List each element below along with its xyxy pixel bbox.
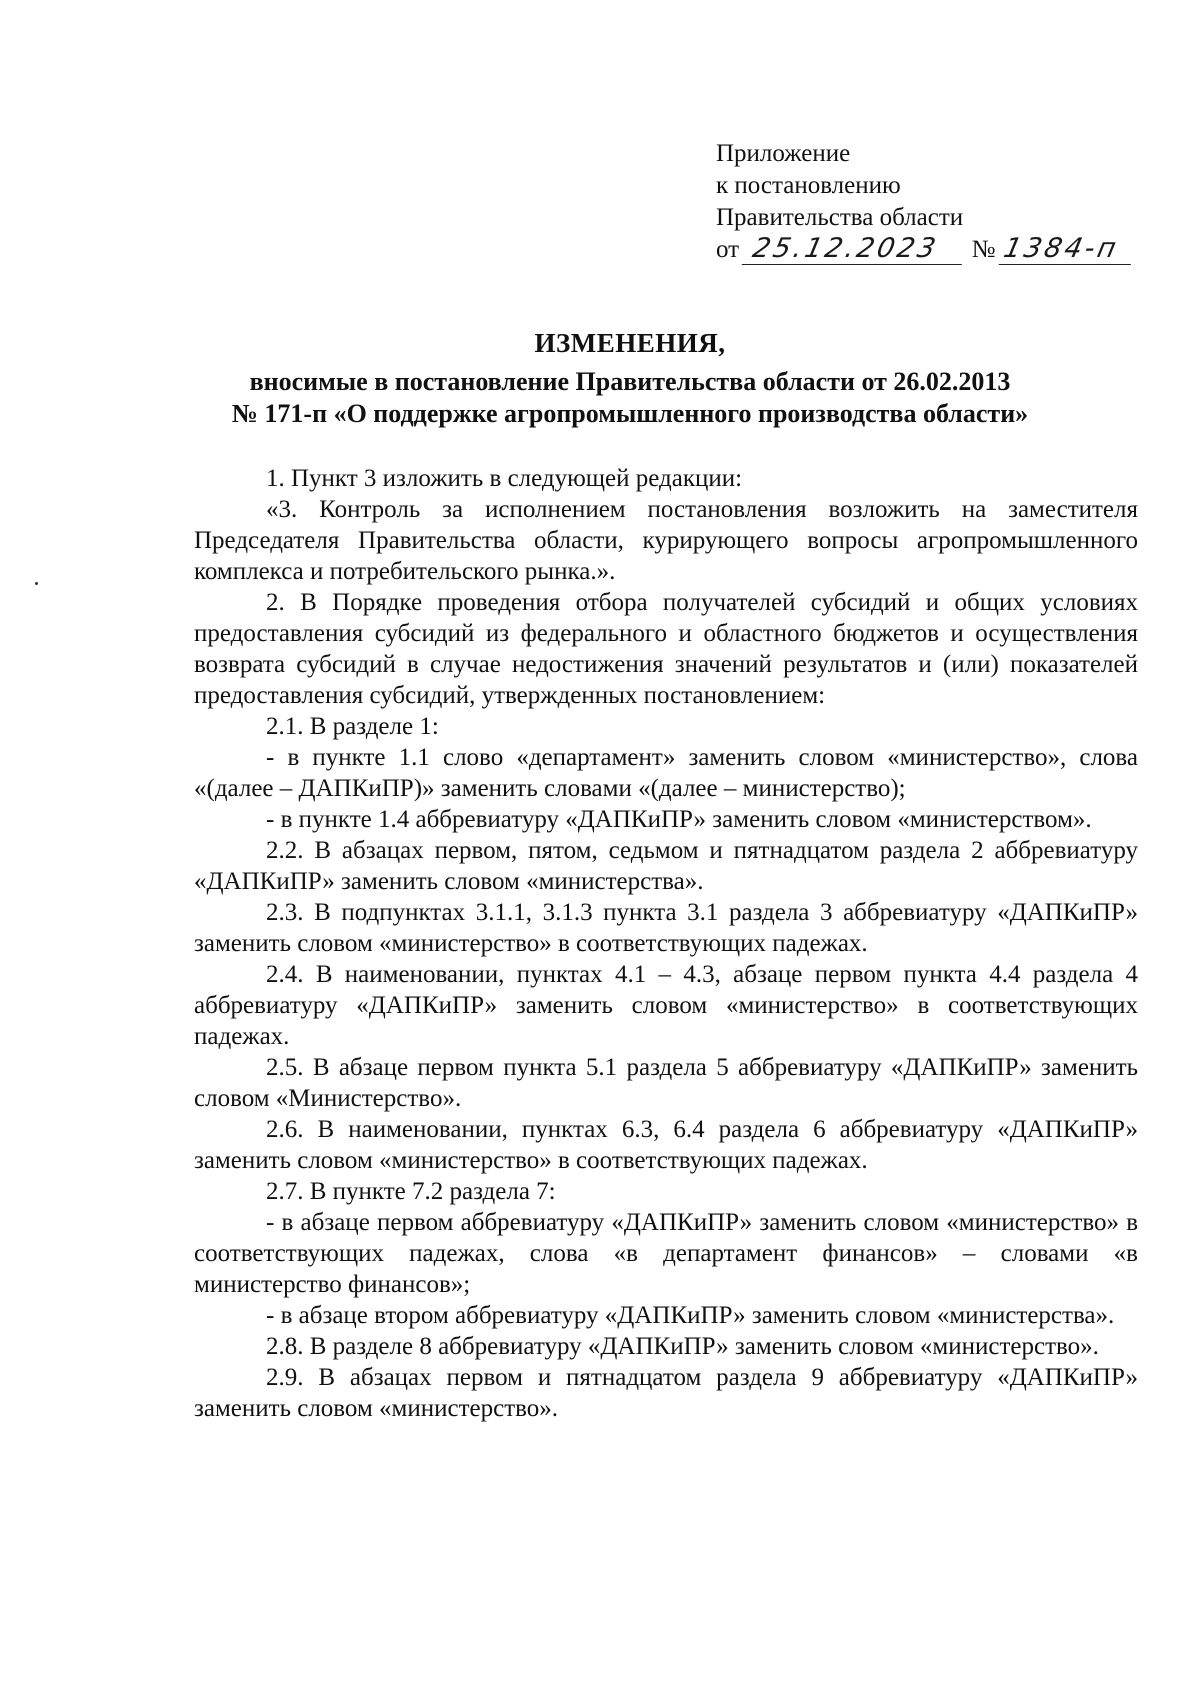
appendix-date-number-line: [716, 234, 1134, 266]
paragraph-1: 1. Пункт 3 изложить в следующей редакции:: [266, 465, 743, 492]
paragraph-2-5: 2.5. В абзаце первом пункта 5.1 раздела 5 аббревиатуру «ДАПКиПР» заменить словом «Министерство».: [194, 1054, 1138, 1112]
paragraph-2: 2. В Порядке проведения отбора получателей субсидий и общих условиях предоставления субсидий из федерального и областного бюджетов и осуществления возврата субсидий в случае недостижения значений результатов и (или) показателей предоставления субсидий, утвержденных постановлением:: [194, 589, 1138, 709]
appendix-label: Приложение: [716, 140, 851, 167]
paragraph-2-4: 2.4. В наименовании, пунктах 4.1 – 4.3, абзаце первом пункта 4.4 раздела 4 аббревиатуру «ДАПКиПР» заменить словом «министерство» в соответствующих падежах.: [194, 961, 1138, 1050]
appendix-resolution-label: к постановлению: [716, 172, 901, 199]
appendix-block: [716, 138, 1134, 266]
document-subtitle-line2: № 171-п «О поддержке агропромышленного производства области»: [231, 399, 1029, 428]
paragraph-2-1: 2.1. В разделе 1:: [266, 713, 439, 740]
scan-speck: [35, 582, 38, 585]
paragraph-2-7: 2.7. В пункте 7.2 раздела 7:: [266, 1178, 556, 1205]
paragraph-2-1-item-2: - в пункте 1.4 аббревиатуру «ДАПКиПР» заменить словом «министерством».: [266, 806, 1092, 833]
paragraph-2-6: 2.6. В наименовании, пунктах 6.3, 6.4 раздела 6 аббревиатуру «ДАПКиПР» заменить словом «министерство» в соответствующих падежах.: [194, 1116, 1138, 1174]
paragraph-2-3: 2.3. В подпунктах 3.1.1, 3.1.3 пункта 3.1 раздела 3 аббревиатуру «ДАПКиПР» заменить словом «министерство» в соответствующих падежах.: [194, 899, 1138, 957]
paragraph-2-9: 2.9. В абзацах первом и пятнадцатом раздела 9 аббревиатуру «ДАПКиПР» заменить словом «министерство».: [194, 1364, 1138, 1422]
document-subtitle-line1: вносимые в постановление Правительства области от 26.02.2013: [249, 367, 1011, 396]
appendix-from-label: от: [716, 236, 740, 263]
paragraph-2-8: 2.8. В разделе 8 аббревиатуру «ДАПКиПР» заменить словом «министерство».: [266, 1333, 1099, 1360]
paragraph-2-1-item-1: - в пункте 1.1 слово «департамент» заменить словом «министерство», слова «(далее – ДАПКиПР)» заменить словами «(далее – министерство);: [194, 744, 1138, 802]
handwritten-date: 25.12.2023: [742, 234, 969, 265]
document-body: [194, 463, 1138, 1424]
paragraph-2-7-item-1: - в абзаце первом аббревиатуру «ДАПКиПР» заменить словом «министерство» в соответствующих падежах, слова «в департамент финансов» – словами «в министерство финансов»;: [194, 1209, 1138, 1298]
document-title: ИЗМЕНЕНИЯ,: [534, 328, 726, 358]
paragraph-1-quote: «3. Контроль за исполнением постановления возложить на заместителя Председателя Правительства области, курирующего вопросы агропромышленного комплекса и потребительского рынка.».: [194, 496, 1138, 585]
appendix-number-sign: №: [971, 236, 996, 263]
appendix-government-label: Правительства области: [716, 204, 964, 231]
paragraph-2-7-item-2: - в абзаце втором аббревиатуру «ДАПКиПР» заменить словом «министерства».: [266, 1302, 1115, 1329]
paragraph-2-2: 2.2. В абзацах первом, пятом, седьмом и пятнадцатом раздела 2 аббревиатуру «ДАПКиПР» заменить словом «министерства».: [194, 837, 1138, 895]
handwritten-number: 1384-п: [998, 234, 1137, 265]
